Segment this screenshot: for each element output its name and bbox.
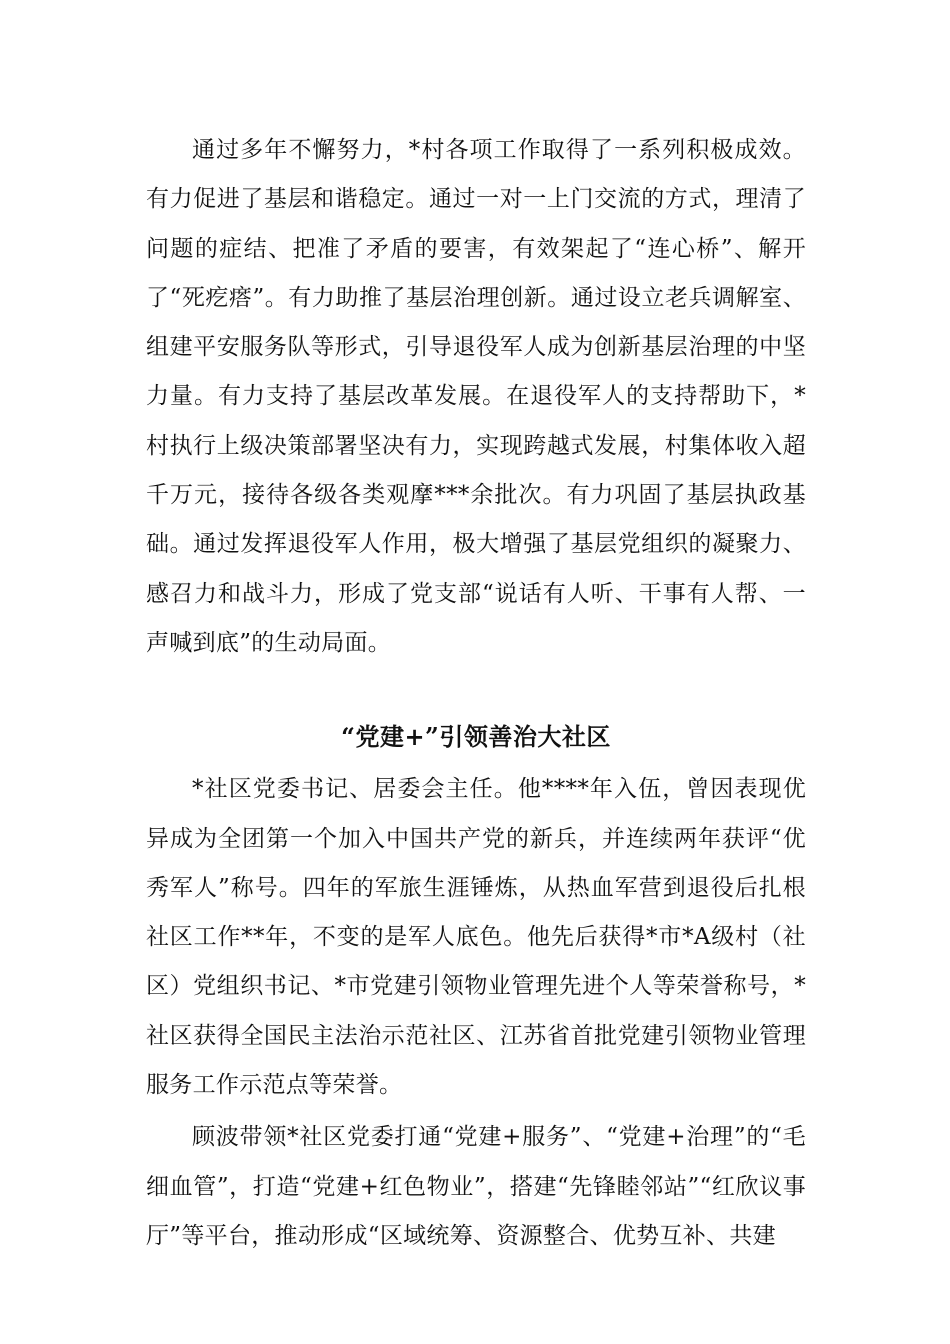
paragraph-achievements: 通过多年不懈努力，*村各项工作取得了一系列积极成效。有力促进了基层和谐稳定。通过一对一上门交流的方式，理清了问题的症结、把准了矛盾的要害，有效架起了“连心桥”、解开了“死疙瘩”。有力助推了基层治理创新。通过设立老兵调解室、组建平安服务队等形式，引导退役军人成为创新基层治理的中坚力量。有力支持了基层改革发展。在退役军人的支持帮助下，*村执行上级决策部署坚决有力，实现跨越式发展，村集体收入超千万元，接待各级各类观摩***余批次。有力巩固了基层执政基础。通过发挥退役军人作用，极大增强了基层党组织的凝聚力、感召力和战斗力，形成了党支部“说话有人听、干事有人帮、一声喊到底”的生动局面。: [146, 137, 806, 656]
paragraph-profile: *社区党委书记、居委会主任。他****年入伍，曾因表现优异成为全团第一个加入中国共产党的新兵，并连续两年获评“优秀军人”称号。四年的军旅生涯锤炼，从热血军营到退役后扎根社区工作**年，不变的是军人底色。他先后获得*市*A级村（社区）党组织书记、*市党建引领物业管理先进个人等荣誉称号，*社区获得全国民主法治示范社区、江苏省首批党建引领物业管理服务工作示范点等荣誉。: [146, 776, 806, 1099]
paragraph-leadership: 顾波带领*社区党委打通“党建+服务”、“党建+治理”的“毛细血管”，打造“党建+红色物业”，搭建“先锋睦邻站”“红欣议事厅”等平台，推动形成“区域统筹、资源整合、优势互补、共建: [146, 1124, 806, 1249]
document-page: [146, 126, 806, 1261]
section-heading: “党建+”引领善治大社区: [341, 722, 611, 752]
